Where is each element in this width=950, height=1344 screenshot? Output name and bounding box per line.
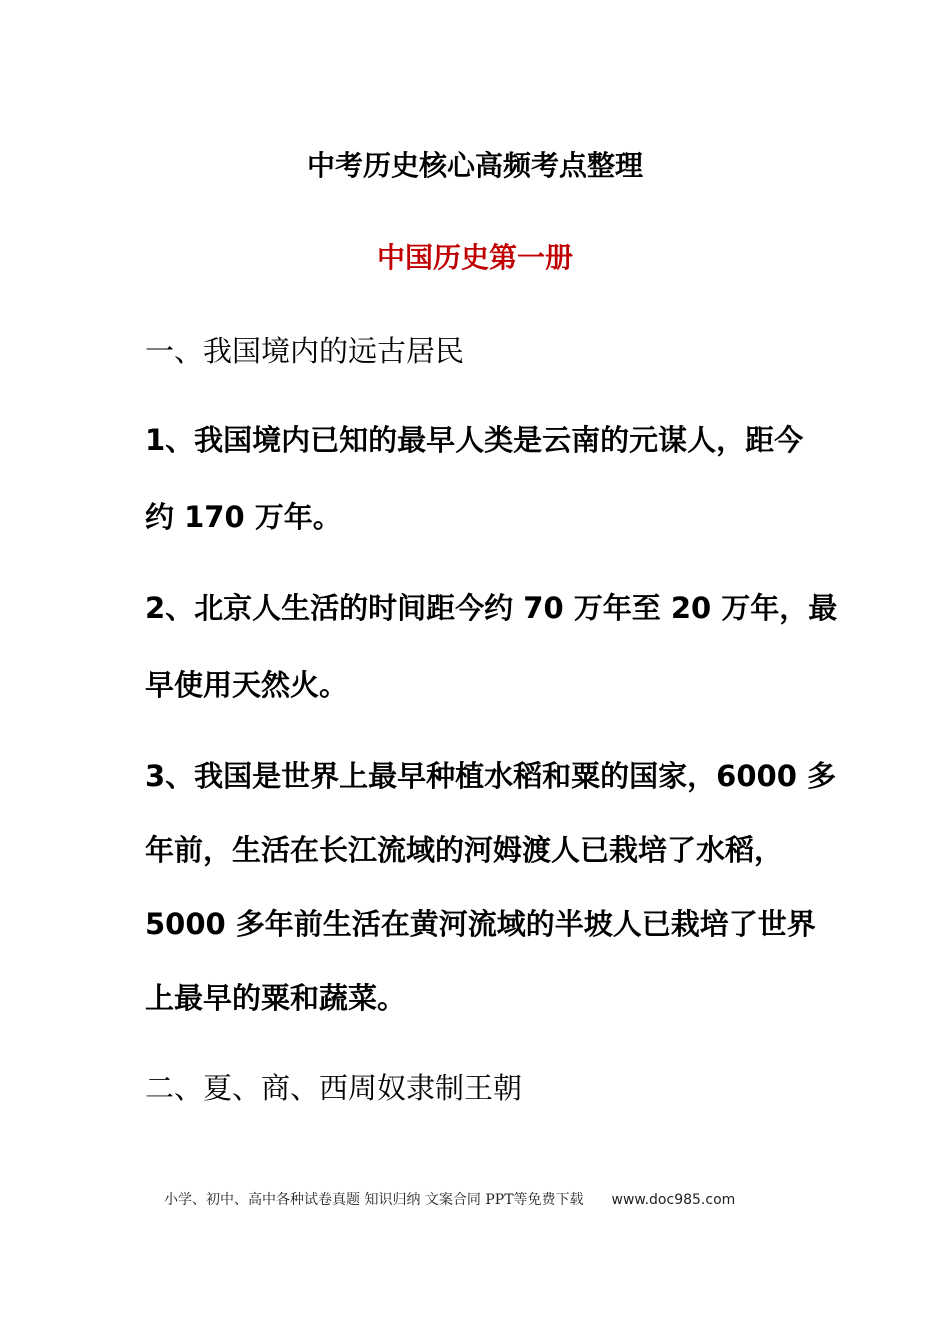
footer-site-link[interactable]: www.doc985.com: [611, 1192, 736, 1208]
item-1-line-1: 1、我国境内已知的最早人类是云南的元谋人，距今: [145, 423, 804, 457]
item-2-line-2: 早使用天然火。: [145, 668, 349, 702]
volume-title: 中国历史第一册: [376, 241, 573, 274]
footer-text: 小学、初中、高中各种试卷真题 知识归纳 文案合同 PPT等免费下载: [164, 1192, 584, 1208]
section-heading-1: 一、我国境内的远古居民: [145, 334, 465, 368]
item-3-line-1: 3、我国是世界上最早种植水稻和粟的国家，6000 多: [145, 759, 836, 793]
item-2-line-1: 2、北京人生活的时间距今约 70 万年至 20 万年，最: [145, 591, 838, 625]
item-3-line-3: 5000 多年前生活在黄河流域的半坡人已栽培了世界: [145, 907, 816, 941]
section-heading-2: 二、夏、商、西周奴隶制王朝: [145, 1071, 523, 1105]
item-3-line-2: 年前，生活在长江流域的河姆渡人已栽培了水稻，: [145, 833, 784, 867]
page-title: 中考历史核心高频考点整理: [306, 149, 643, 182]
page-footer: [164, 1190, 735, 1210]
item-3-line-4: 上最早的粟和蔬菜。: [145, 981, 407, 1015]
item-1-line-2: 约 170 万年。: [145, 500, 342, 534]
